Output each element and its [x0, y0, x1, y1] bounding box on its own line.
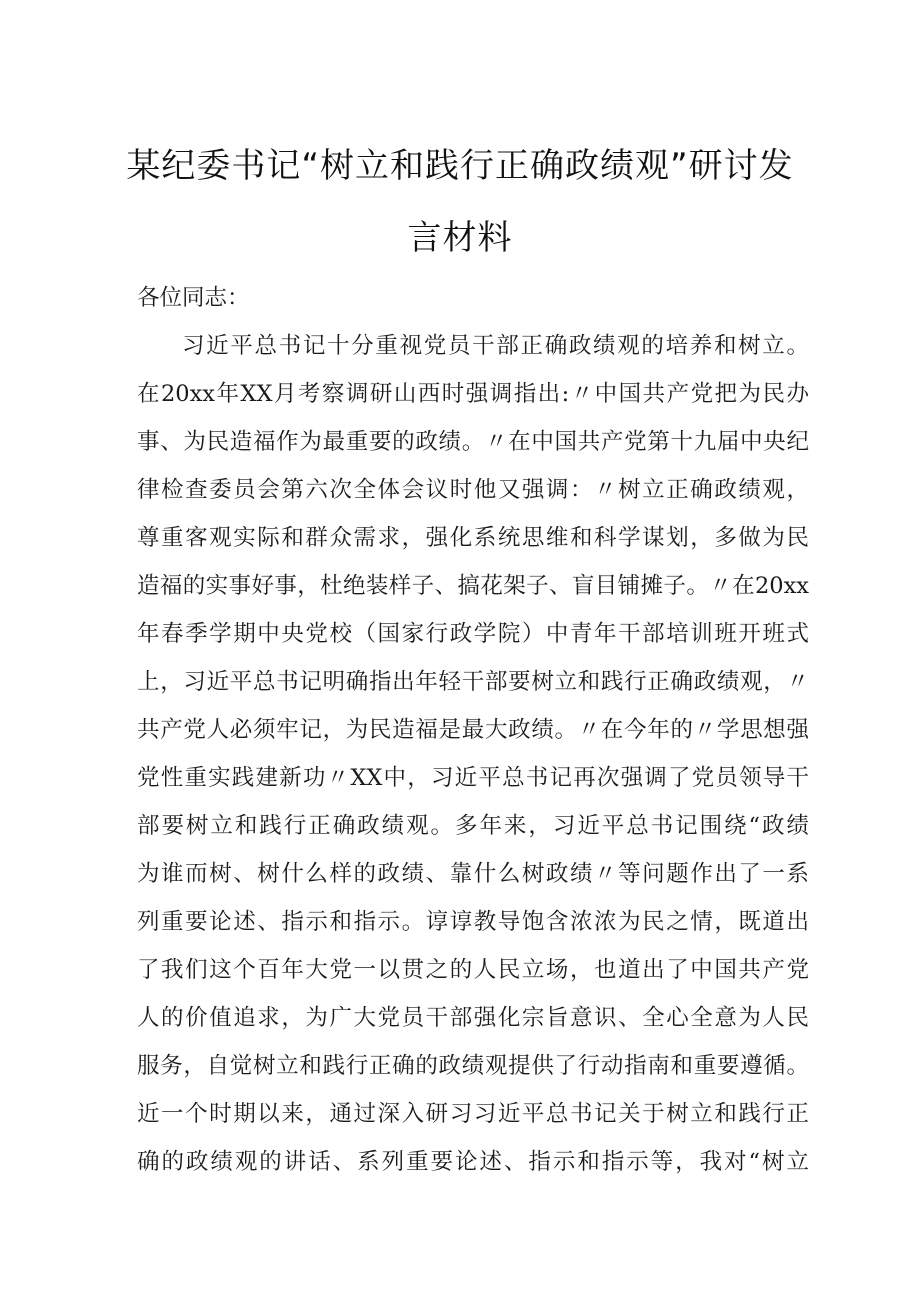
paragraph-line: 习近平总书记十分重视党员干部正确政绩观的培养和树立。 [182, 333, 809, 359]
paragraph-line: 人的价值追求，为广大党员干部强化宗旨意识、全心全意为人民 [137, 1005, 809, 1031]
paragraph-line: 在20xx年XX月考察调研山西时强调指出:〃中国共产党把为民办 [137, 381, 809, 407]
paragraph-line: 确的政绩观的讲话、系列重要论述、指示和指示等，我对“树立 [137, 1149, 809, 1175]
document-title-line-2: 言材料 [407, 218, 513, 258]
paragraph-line: 事、为民造福作为最重要的政绩。〃在中国共产党第十九届中央纪 [137, 429, 809, 455]
paragraph-line: 为谁而树、树什么样的政绩、靠什么树政绩〃等问题作出了一系 [137, 861, 809, 887]
paragraph-line: 上，习近平总书记明确指出年轻干部要树立和践行正确政绩观，〃 [137, 669, 809, 695]
document-title-line-1: 某纪委书记“树立和践行正确政绩观”研讨发 [126, 146, 794, 186]
paragraph-line: 列重要论述、指示和指示。谆谆教导饱含浓浓为民之情，既道出 [137, 909, 809, 935]
paragraph-line: 年春季学期中央党校（国家行政学院）中青年干部培训班开班式 [137, 621, 809, 647]
paragraph-line: 了我们这个百年大党一以贯之的人民立场，也道出了中国共产党 [137, 957, 809, 983]
paragraph-line: 党性重实践建新功〃XX中，习近平总书记再次强调了党员领导干 [137, 765, 809, 791]
paragraph-line: 服务，自觉树立和践行正确的政绩观提供了行动指南和重要遵循。 [137, 1053, 809, 1079]
paragraph-line: 共产党人必须牢记，为民造福是最大政绩。〃在今年的〃学思想强 [137, 717, 809, 743]
salutation: 各位同志： [137, 285, 250, 311]
paragraph-line: 造福的实事好事，杜绝装样子、搞花架子、盲目铺摊子。〃在20xx [137, 573, 809, 599]
paragraph-line: 律检查委员会第六次全体会议时他又强调：〃树立正确政绩观， [137, 477, 809, 503]
paragraph-line: 近一个时期以来，通过深入研习习近平总书记关于树立和践行正 [137, 1101, 809, 1127]
paragraph-line: 尊重客观实际和群众需求，强化系统思维和科学谋划，多做为民 [137, 525, 809, 551]
paragraph-line: 部要树立和践行正确政绩观。多年来，习近平总书记围绕“政绩 [137, 813, 809, 839]
